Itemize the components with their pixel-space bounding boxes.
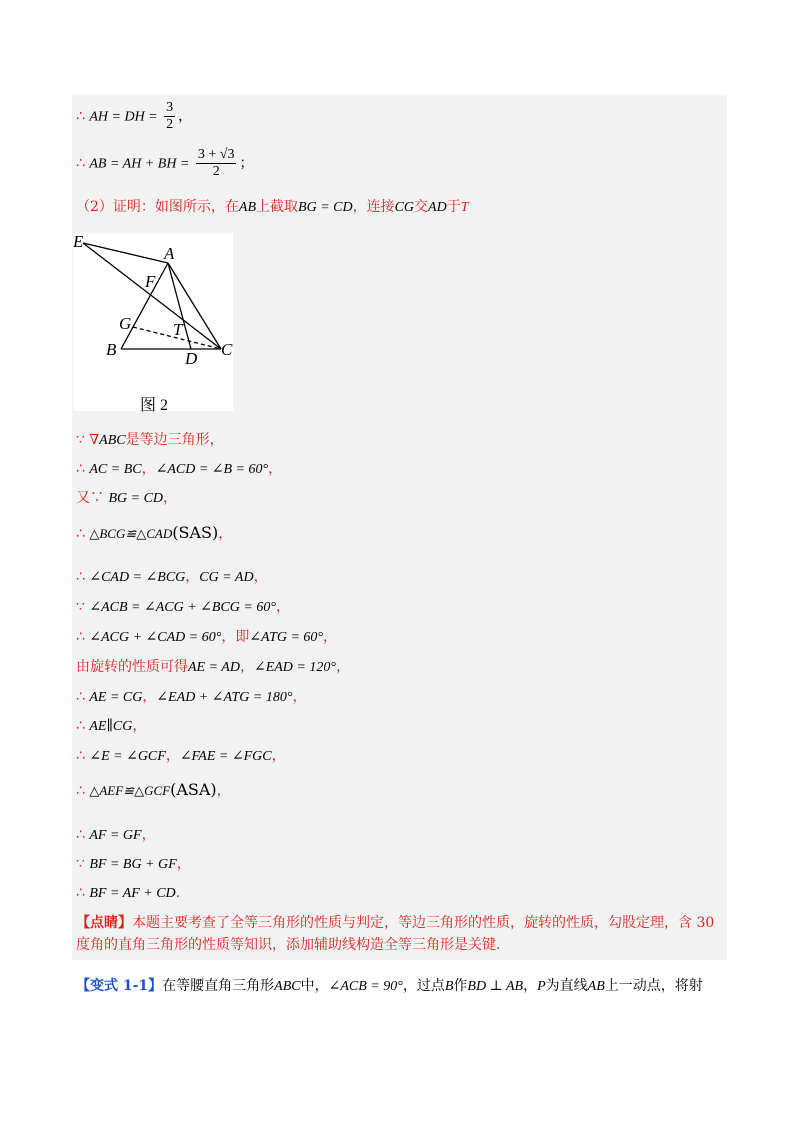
label-c: C: [221, 340, 233, 359]
variant-tag: 【变式 1-1】: [76, 978, 163, 994]
line-congruent-sas: ∴ △BCG≌△CAD(SAS)，: [76, 523, 233, 542]
line-congruent-asa: ∴ △AEF≌△GCF(ASA)，: [76, 780, 231, 799]
figure-svg: [73, 233, 233, 411]
figure-caption: 图 2: [140, 397, 169, 414]
line-conclusion: ∴ BF = AF + CD.: [76, 885, 181, 901]
line-rotation: 由旋转的性质可得AE = AD，∠EAD = 120°，: [76, 659, 350, 675]
label-d: D: [185, 349, 198, 368]
line-parallel: ∴ AE∥CG，: [76, 718, 147, 734]
line-ac-bc: ∴ AC = BC，∠ACD = ∠B = 60°，: [76, 461, 283, 477]
geometry-figure: [73, 233, 233, 411]
line-acb-sum: ∵ ∠ACB = ∠ACG + ∠BCG = 60°，: [76, 599, 290, 615]
line-ab-sum: ∴ AB = AH + BH = $\frac{3 + √3}{2}$ ；: [76, 147, 254, 179]
key-point-tag: 【点睛】: [76, 915, 132, 931]
key-point-comment: [76, 912, 726, 956]
line-bf-bg-gf: ∵ BF = BG + GF，: [76, 856, 191, 872]
label-e: E: [73, 233, 84, 251]
line-bg-cd: 又∵ BG = CD，: [76, 490, 178, 506]
variant-question: 【变式 1-1】在等腰直角三角形ABC中，∠ACB = 90°，过点B作BD ⊥ AB，P为直线AB上一动点，将射: [76, 978, 703, 994]
line-acg-cad: ∴ ∠ACG + ∠CAD = 60°，即∠ATG = 60°，: [76, 629, 338, 645]
label-f: F: [145, 272, 156, 291]
key-point-text: 本题主要考查了全等三角形的性质与判定，等边三角形的性质，旋转的性质，勾股定理，含 30 度角的直角三角形的性质等知识，添加辅助线构造全等三角形是关键.: [76, 915, 715, 953]
label-b: B: [106, 340, 117, 359]
line-cad-bcg: ∴ ∠CAD = ∠BCG，CG = AD，: [76, 569, 268, 585]
line-ah-dh: ∴ AH = DH = $\frac{3}{2}$ ，: [76, 100, 193, 132]
line-ae-cg: ∴ AE = CG，∠EAD + ∠ATG = 180°，: [76, 689, 307, 705]
line-angles-equal: ∴ ∠E = ∠GCF，∠FAE = ∠FGC，: [76, 748, 286, 764]
line-proof-start: （2）证明：如图所示，在AB上截取BG = CD，连接CG交AD于T: [76, 199, 469, 215]
line-af-gf: ∴ AF = GF，: [76, 827, 156, 843]
label-g: G: [119, 314, 132, 333]
line-equilateral: ∵ ∇ABC是等边三角形，: [76, 432, 224, 448]
label-t: T: [173, 320, 183, 339]
label-a: A: [164, 244, 175, 263]
